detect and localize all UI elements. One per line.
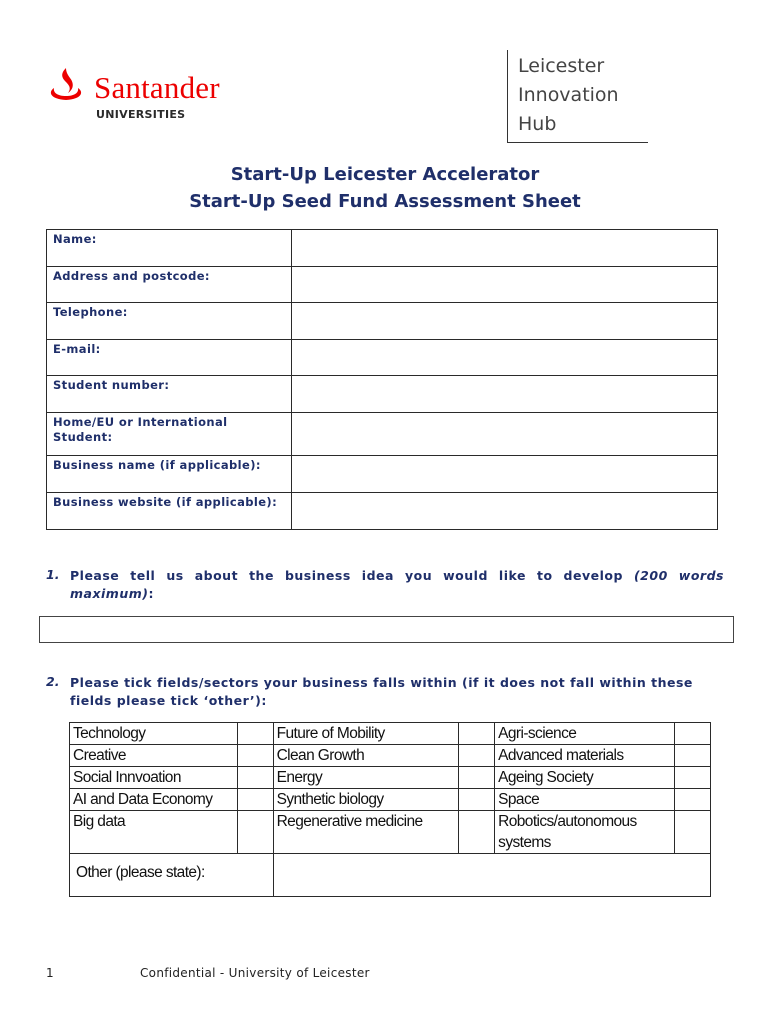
other-sector-label: Other (please state): (70, 854, 274, 897)
sector-label: Advanced materials (495, 745, 675, 767)
sector-label: Regenerative medicine (273, 811, 459, 854)
brand-subtitle: UNIVERSITIES (96, 108, 186, 121)
business-website-field[interactable] (292, 493, 718, 530)
sector-checkbox[interactable] (237, 745, 273, 767)
table-row (70, 811, 711, 854)
sector-checkbox[interactable] (675, 789, 711, 811)
sectors-table (69, 722, 711, 897)
question-main-text: Please tell us about the business idea you would like to develop (70, 568, 623, 583)
business-idea-answer-box[interactable] (39, 616, 734, 643)
table-row (70, 789, 711, 811)
telephone-field[interactable] (292, 303, 718, 340)
word-limit-hint: (200 words (633, 568, 724, 583)
sector-label: Agri-science (495, 723, 675, 745)
student-number-label: Student number: (47, 376, 292, 413)
sector-label: Synthetic biology (273, 789, 459, 811)
other-sector-field[interactable] (273, 854, 710, 897)
hub-line: Hub (518, 113, 557, 135)
sector-checkbox[interactable] (675, 745, 711, 767)
business-website-label: Business website (if applicable): (47, 493, 292, 530)
sector-label: Big data (70, 811, 238, 854)
sector-label: Energy (273, 767, 459, 789)
sector-label: Space (495, 789, 675, 811)
address-field[interactable] (292, 267, 718, 303)
sector-label: Clean Growth (273, 745, 459, 767)
sector-checkbox[interactable] (237, 811, 273, 854)
confidential-note: Confidential - University of Leicester (140, 966, 370, 980)
table-row (70, 767, 711, 789)
applicant-details-table (46, 229, 718, 530)
question-colon: : (148, 586, 154, 601)
business-name-label: Business name (if applicable): (47, 456, 292, 493)
question-number: 2. (46, 674, 60, 689)
page-title: Start-Up Leicester Accelerator (230, 164, 540, 185)
table-row (47, 340, 718, 376)
table-row (70, 723, 711, 745)
sector-checkbox[interactable] (237, 723, 273, 745)
student-status-label: Home/EU or International Student: (47, 413, 292, 456)
email-label: E-mail: (47, 340, 292, 376)
sector-checkbox[interactable] (675, 767, 711, 789)
santander-logo (46, 64, 256, 126)
email-field[interactable] (292, 340, 718, 376)
student-number-field[interactable] (292, 376, 718, 413)
sector-checkbox[interactable] (237, 767, 273, 789)
page-number: 1 (46, 966, 54, 980)
sector-checkbox[interactable] (459, 789, 495, 811)
table-row (70, 854, 711, 897)
sector-checkbox[interactable] (459, 723, 495, 745)
table-row (47, 376, 718, 413)
name-field[interactable] (292, 230, 718, 267)
word-limit-hint-cont: maximum) (70, 586, 149, 601)
table-row (70, 745, 711, 767)
sector-checkbox[interactable] (459, 767, 495, 789)
sector-label: AI and Data Economy (70, 789, 238, 811)
telephone-label: Telephone: (47, 303, 292, 340)
sector-label: Future of Mobility (273, 723, 459, 745)
sector-label: Social Innvoation (70, 767, 238, 789)
sector-checkbox[interactable] (675, 723, 711, 745)
table-row (47, 493, 718, 530)
table-row (47, 413, 718, 456)
table-row (47, 267, 718, 303)
address-label: Address and postcode: (47, 267, 292, 303)
brand-name: Santander (94, 70, 220, 105)
table-row (47, 456, 718, 493)
hub-line: Innovation (518, 84, 619, 106)
sector-checkbox[interactable] (459, 811, 495, 854)
page-subtitle: Start-Up Seed Fund Assessment Sheet (189, 191, 581, 212)
business-name-field[interactable] (292, 456, 718, 493)
flame-icon (46, 66, 86, 104)
sector-label: Robotics/autonomous systems (495, 811, 675, 854)
sector-checkbox[interactable] (237, 789, 273, 811)
hub-line: Leicester (518, 55, 605, 77)
sector-label: Ageing Society (495, 767, 675, 789)
table-row (47, 303, 718, 340)
question-text: Please tick fields/sectors your business falls within (if it does not fall within these fields please tick ‘other’): (70, 675, 693, 708)
table-row (47, 230, 718, 267)
innovation-hub-logo (507, 50, 648, 143)
question-text (70, 567, 724, 603)
name-label: Name: (47, 230, 292, 267)
question-number: 1. (46, 567, 60, 582)
question-line (70, 567, 724, 585)
sector-checkbox[interactable] (459, 745, 495, 767)
sector-label: Creative (70, 745, 238, 767)
sector-checkbox[interactable] (675, 811, 711, 854)
sector-label: Technology (70, 723, 238, 745)
student-status-field[interactable] (292, 413, 718, 456)
